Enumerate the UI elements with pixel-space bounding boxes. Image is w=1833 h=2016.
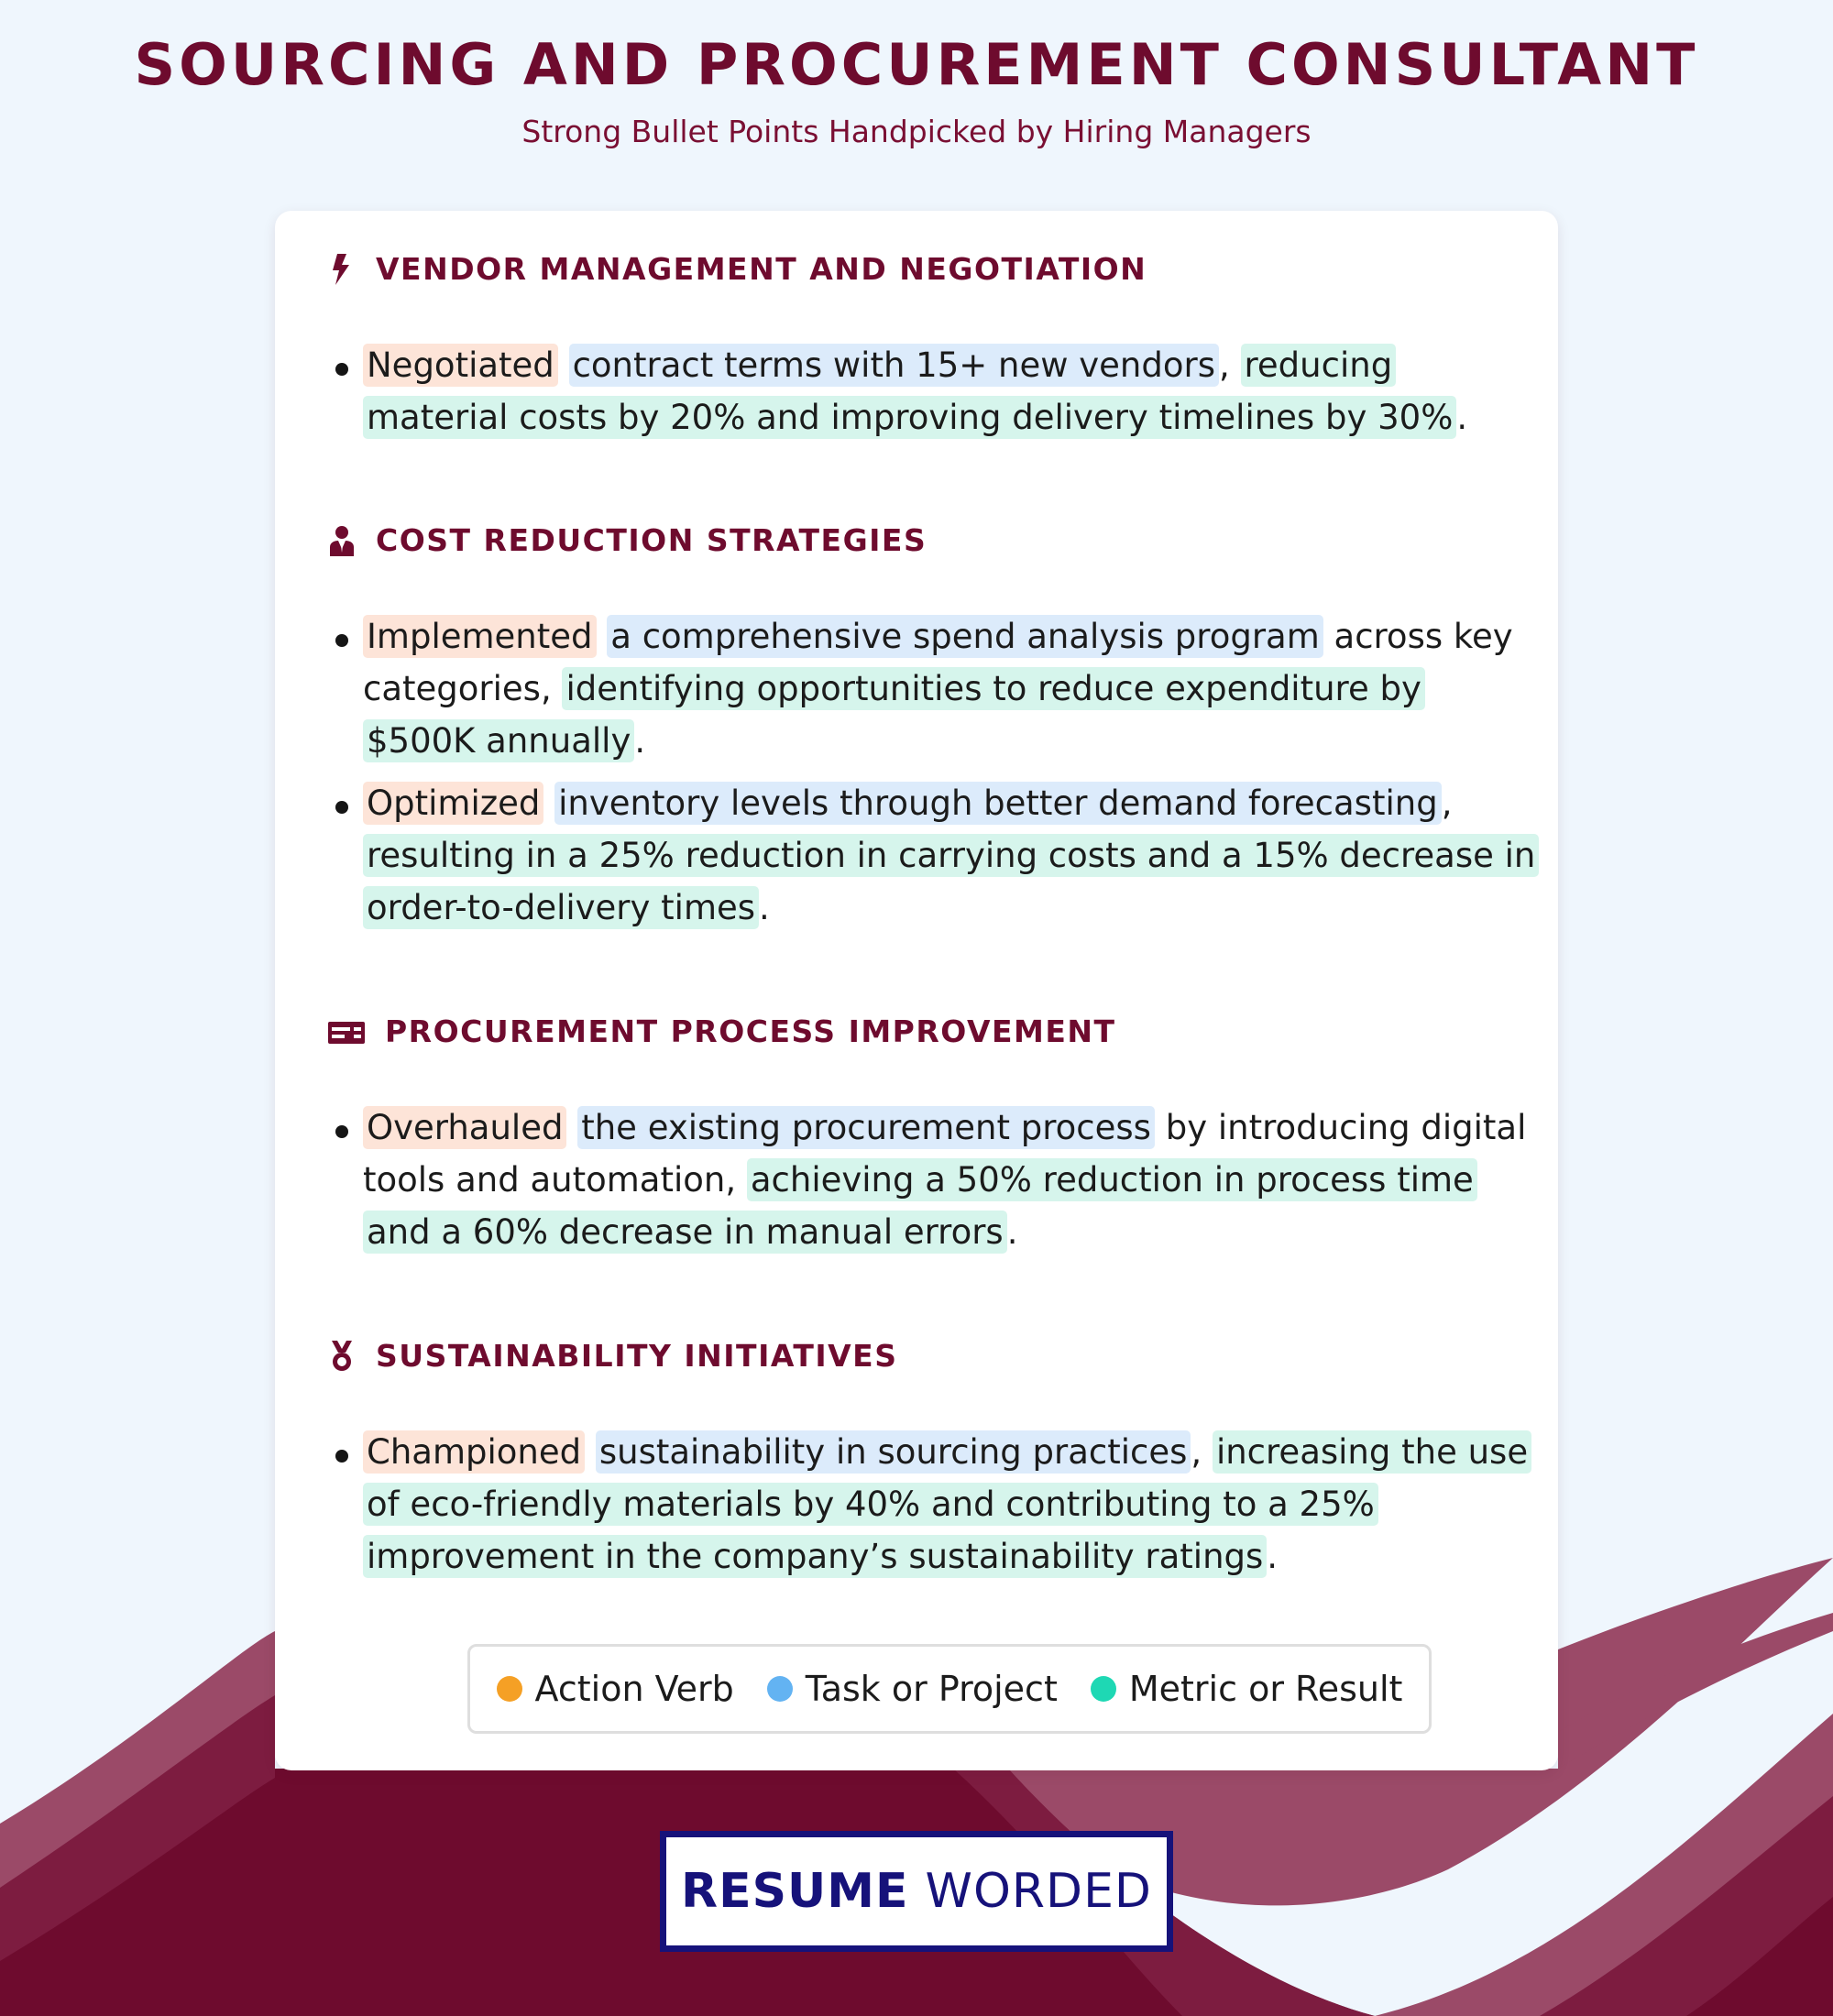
medal-icon	[328, 1341, 356, 1372]
metric-phrase: identifying opportunities to reduce expenditure by $500K annually	[363, 667, 1425, 762]
task-phrase: inventory levels through better demand forecasting	[554, 782, 1442, 825]
action-verb: Negotiated	[363, 344, 558, 387]
metric-phrase: increasing the use of eco-friendly materials by 40% and contributing to a 25% improvement in the company’s sustainability ratings	[363, 1430, 1531, 1578]
connector-text: ,	[1218, 345, 1230, 385]
task-phrase: a comprehensive spend analysis program	[607, 615, 1323, 658]
bullet-dot	[335, 634, 348, 647]
connector-text: ,	[1191, 1432, 1202, 1472]
section-cost-reduction	[328, 522, 927, 558]
bullet-dot	[335, 363, 348, 376]
person-tie-icon	[328, 525, 356, 556]
section-title: COST REDUCTION STRATEGIES	[376, 522, 927, 558]
section-procurement-process	[328, 1013, 1116, 1049]
metric-phrase: reducing material costs by 20% and improving delivery timelines by 30%	[363, 344, 1456, 439]
end-punctuation: .	[1267, 1537, 1279, 1576]
orange-dot-icon	[497, 1676, 522, 1702]
section-title: PROCUREMENT PROCESS IMPROVEMENT	[385, 1013, 1116, 1049]
section-title: VENDOR MANAGEMENT AND NEGOTIATION	[376, 251, 1147, 287]
teal-dot-icon	[1091, 1676, 1116, 1702]
legend-label: Metric or Result	[1128, 1669, 1403, 1709]
end-punctuation: .	[759, 888, 770, 927]
action-verb: Overhauled	[363, 1106, 566, 1149]
task-phrase: contract terms with 15+ new vendors	[569, 344, 1219, 387]
action-verb: Optimized	[363, 782, 543, 825]
page-title: SOURCING AND PROCUREMENT CONSULTANT	[134, 31, 1699, 98]
task-phrase: sustainability in sourcing practices	[596, 1430, 1191, 1474]
page-subtitle: Strong Bullet Points Handpicked by Hiring Managers	[521, 114, 1312, 149]
metric-phrase: resulting in a 25% reduction in carrying costs and a 15% decrease in order-to-delivery times	[363, 834, 1539, 929]
legend-item-action-verb	[497, 1669, 734, 1709]
color-legend	[467, 1644, 1432, 1734]
lightning-icon	[328, 254, 356, 285]
task-phrase: the existing procurement process	[577, 1106, 1155, 1149]
connector-text: by introducing digital tools and automation,	[363, 1108, 1527, 1200]
action-verb: Championed	[363, 1430, 585, 1474]
bullets-card	[275, 211, 1558, 1770]
bullet-dot	[335, 1125, 348, 1138]
blue-dot-icon	[767, 1676, 793, 1702]
section-vendor-management	[328, 251, 1147, 287]
connector-text: ,	[1441, 783, 1453, 823]
action-verb: Implemented	[363, 615, 597, 658]
legend-label: Action Verb	[534, 1669, 734, 1709]
legend-item-metric	[1091, 1669, 1403, 1709]
section-sustainability	[328, 1338, 897, 1374]
metric-phrase: achieving a 50% reduction in process time and a 60% decrease in manual errors	[363, 1158, 1477, 1254]
end-punctuation: .	[1456, 398, 1468, 437]
legend-item-task	[767, 1669, 1058, 1709]
card-list-icon	[328, 1016, 365, 1047]
bullet-dot	[335, 801, 348, 814]
end-punctuation: .	[1006, 1212, 1018, 1252]
legend-label: Task or Project	[805, 1669, 1058, 1709]
logo-word-light: WORDED	[925, 1864, 1152, 1919]
resume-worded-logo[interactable]	[660, 1831, 1173, 1952]
end-punctuation: .	[634, 721, 646, 761]
bullet-dot	[335, 1450, 348, 1463]
logo-word-bold: RESUME	[681, 1864, 909, 1919]
section-title: SUSTAINABILITY INITIATIVES	[376, 1338, 898, 1374]
connector-text: across key categories,	[363, 617, 1513, 708]
